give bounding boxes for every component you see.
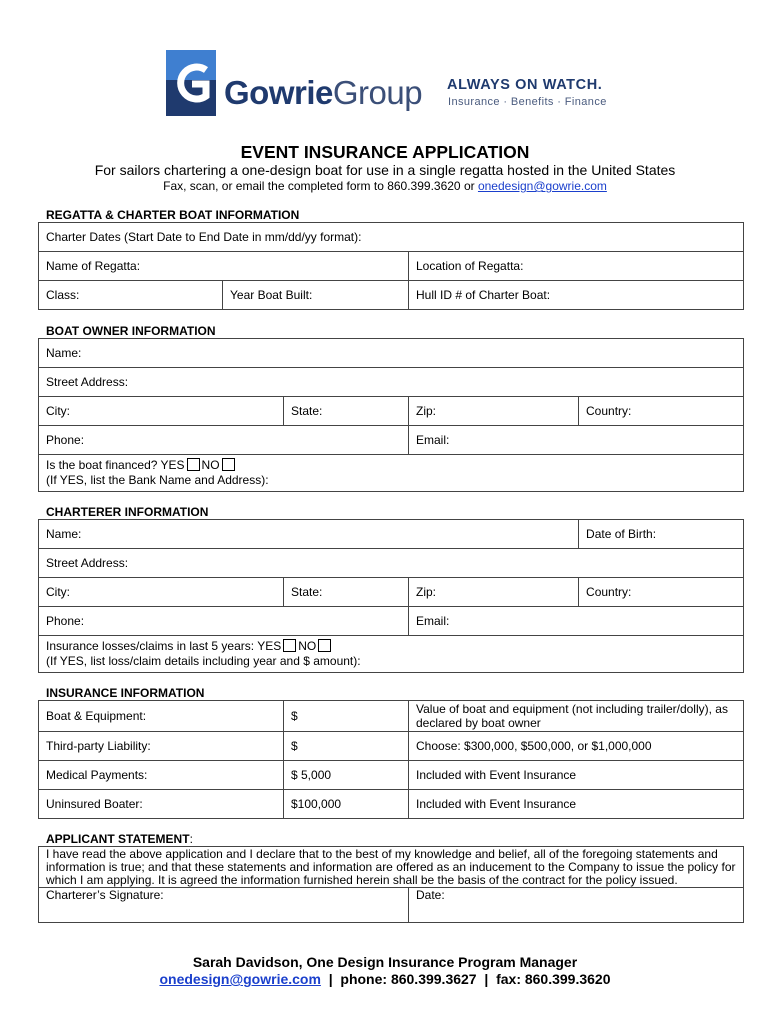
owner-country-field[interactable]: Country: bbox=[579, 397, 744, 426]
charterer-street-field[interactable]: Street Address: bbox=[39, 549, 744, 578]
owner-financed-field bbox=[39, 455, 744, 492]
financed-question: Is the boat financed? YES bbox=[46, 458, 185, 472]
page-subtitle: For sailors chartering a one-design boat for use in a single regatta hosted in the United States bbox=[94, 162, 676, 178]
regatta-name-field[interactable]: Name of Regatta: bbox=[39, 252, 409, 281]
signature-field[interactable]: Charterer’s Signature: bbox=[39, 888, 409, 923]
section-heading-statement bbox=[46, 832, 193, 846]
footer-phone: phone: 860.399.3627 bbox=[340, 971, 477, 987]
insurance-amount-field[interactable]: $ bbox=[284, 701, 409, 732]
charterer-city-field[interactable]: City: bbox=[39, 578, 284, 607]
table-row bbox=[39, 790, 744, 819]
statement-text: I have read the above application and I declare that to the best of my knowledge and belief, all of the foregoing statements and information is true; and that these statements and information are offered as an inducement to the Company to issue the policy for which I am applying. It is agreed the information furnished herein shall be the basis of the contract for the policy issued. bbox=[39, 847, 744, 888]
charterer-phone-field[interactable]: Phone: bbox=[39, 607, 409, 636]
statement-heading-colon: : bbox=[189, 832, 193, 846]
form-instruction bbox=[0, 179, 770, 193]
insurance-amount: $100,000 bbox=[284, 790, 409, 819]
owner-street-field[interactable]: Street Address: bbox=[39, 368, 744, 397]
losses-no-label: NO bbox=[298, 639, 317, 653]
insurance-label: Boat & Equipment: bbox=[39, 701, 284, 732]
footer-contact: Sarah Davidson, One Design Insurance Program Manager bbox=[192, 954, 578, 970]
instruction-text: Fax, scan, or email the completed form to 860.399.3620 or bbox=[163, 179, 478, 193]
year-built-field[interactable]: Year Boat Built: bbox=[223, 281, 409, 310]
regatta-location-field[interactable]: Location of Regatta: bbox=[409, 252, 744, 281]
table-row bbox=[39, 761, 744, 790]
gowrie-logo-mark-icon bbox=[166, 50, 216, 116]
regatta-table bbox=[38, 222, 744, 310]
losses-yes-checkbox[interactable] bbox=[283, 639, 296, 652]
insurance-table bbox=[38, 700, 744, 819]
page-title: EVENT INSURANCE APPLICATION bbox=[240, 142, 530, 162]
financed-no-label: NO bbox=[201, 458, 220, 472]
owner-zip-field[interactable]: Zip: bbox=[409, 397, 579, 426]
section-heading-insurance: INSURANCE INFORMATION bbox=[46, 686, 205, 700]
charterer-table bbox=[38, 519, 744, 673]
financed-no-checkbox[interactable] bbox=[222, 458, 235, 471]
losses-note: (If YES, list loss/claim details including year and $ amount): bbox=[46, 654, 361, 668]
section-heading-regatta: REGATTA & CHARTER BOAT INFORMATION bbox=[46, 208, 300, 222]
section-heading-charterer: CHARTERER INFORMATION bbox=[46, 505, 209, 519]
insurance-note: Included with Event Insurance bbox=[409, 790, 744, 819]
financed-yes-checkbox[interactable] bbox=[187, 458, 200, 471]
insurance-label: Medical Payments: bbox=[39, 761, 284, 790]
charterer-losses-field bbox=[39, 636, 744, 673]
charterer-email-field[interactable]: Email: bbox=[409, 607, 744, 636]
owner-phone-field[interactable]: Phone: bbox=[39, 426, 409, 455]
owner-email-field[interactable]: Email: bbox=[409, 426, 744, 455]
insurance-label: Uninsured Boater: bbox=[39, 790, 284, 819]
insurance-note: Choose: $300,000, $500,000, or $1,000,000 bbox=[409, 732, 744, 761]
charterer-state-field[interactable]: State: bbox=[284, 578, 409, 607]
footer-separator: | bbox=[476, 971, 497, 987]
charterer-name-field[interactable]: Name: bbox=[39, 520, 579, 549]
logo-tagline: ALWAYS ON WATCH. bbox=[447, 77, 603, 93]
table-row bbox=[39, 701, 744, 732]
insurance-note: Included with Event Insurance bbox=[409, 761, 744, 790]
footer-email-link[interactable]: onedesign@gowrie.com bbox=[159, 971, 321, 987]
insurance-amount-field[interactable]: $ bbox=[284, 732, 409, 761]
charterer-zip-field[interactable]: Zip: bbox=[409, 578, 579, 607]
table-row bbox=[39, 732, 744, 761]
owner-table bbox=[38, 338, 744, 492]
owner-name-field[interactable]: Name: bbox=[39, 339, 744, 368]
owner-state-field[interactable]: State: bbox=[284, 397, 409, 426]
section-heading-owner: BOAT OWNER INFORMATION bbox=[46, 324, 216, 338]
footer-separator: | bbox=[320, 971, 341, 987]
date-field[interactable]: Date: bbox=[409, 888, 744, 923]
losses-no-checkbox[interactable] bbox=[318, 639, 331, 652]
financed-note: (If YES, list the Bank Name and Address): bbox=[46, 473, 269, 487]
footer-contact-line bbox=[0, 971, 770, 987]
hull-id-field[interactable]: Hull ID # of Charter Boat: bbox=[409, 281, 744, 310]
logo-subtagline: Insurance · Benefits · Finance bbox=[448, 96, 607, 108]
footer-fax: fax: 860.399.3620 bbox=[496, 971, 611, 987]
gowrie-logo-text: GowrieGroup bbox=[224, 74, 423, 111]
statement-heading-text: APPLICANT STATEMENT bbox=[46, 832, 190, 846]
instruction-email-link[interactable]: onedesign@gowrie.com bbox=[477, 179, 607, 193]
class-field[interactable]: Class: bbox=[39, 281, 223, 310]
charter-dates-field[interactable]: Charter Dates (Start Date to End Date in mm/dd/yy format): bbox=[39, 223, 744, 252]
insurance-amount: $ 5,000 bbox=[284, 761, 409, 790]
charterer-country-field[interactable]: Country: bbox=[579, 578, 744, 607]
owner-city-field[interactable]: City: bbox=[39, 397, 284, 426]
losses-question: Insurance losses/claims in last 5 years: YES bbox=[46, 639, 282, 653]
charterer-dob-field[interactable]: Date of Birth: bbox=[579, 520, 744, 549]
insurance-note: Value of boat and equipment (not including trailer/dolly), as declared by boat owner bbox=[409, 701, 744, 732]
insurance-label: Third-party Liability: bbox=[39, 732, 284, 761]
statement-table bbox=[38, 846, 744, 923]
